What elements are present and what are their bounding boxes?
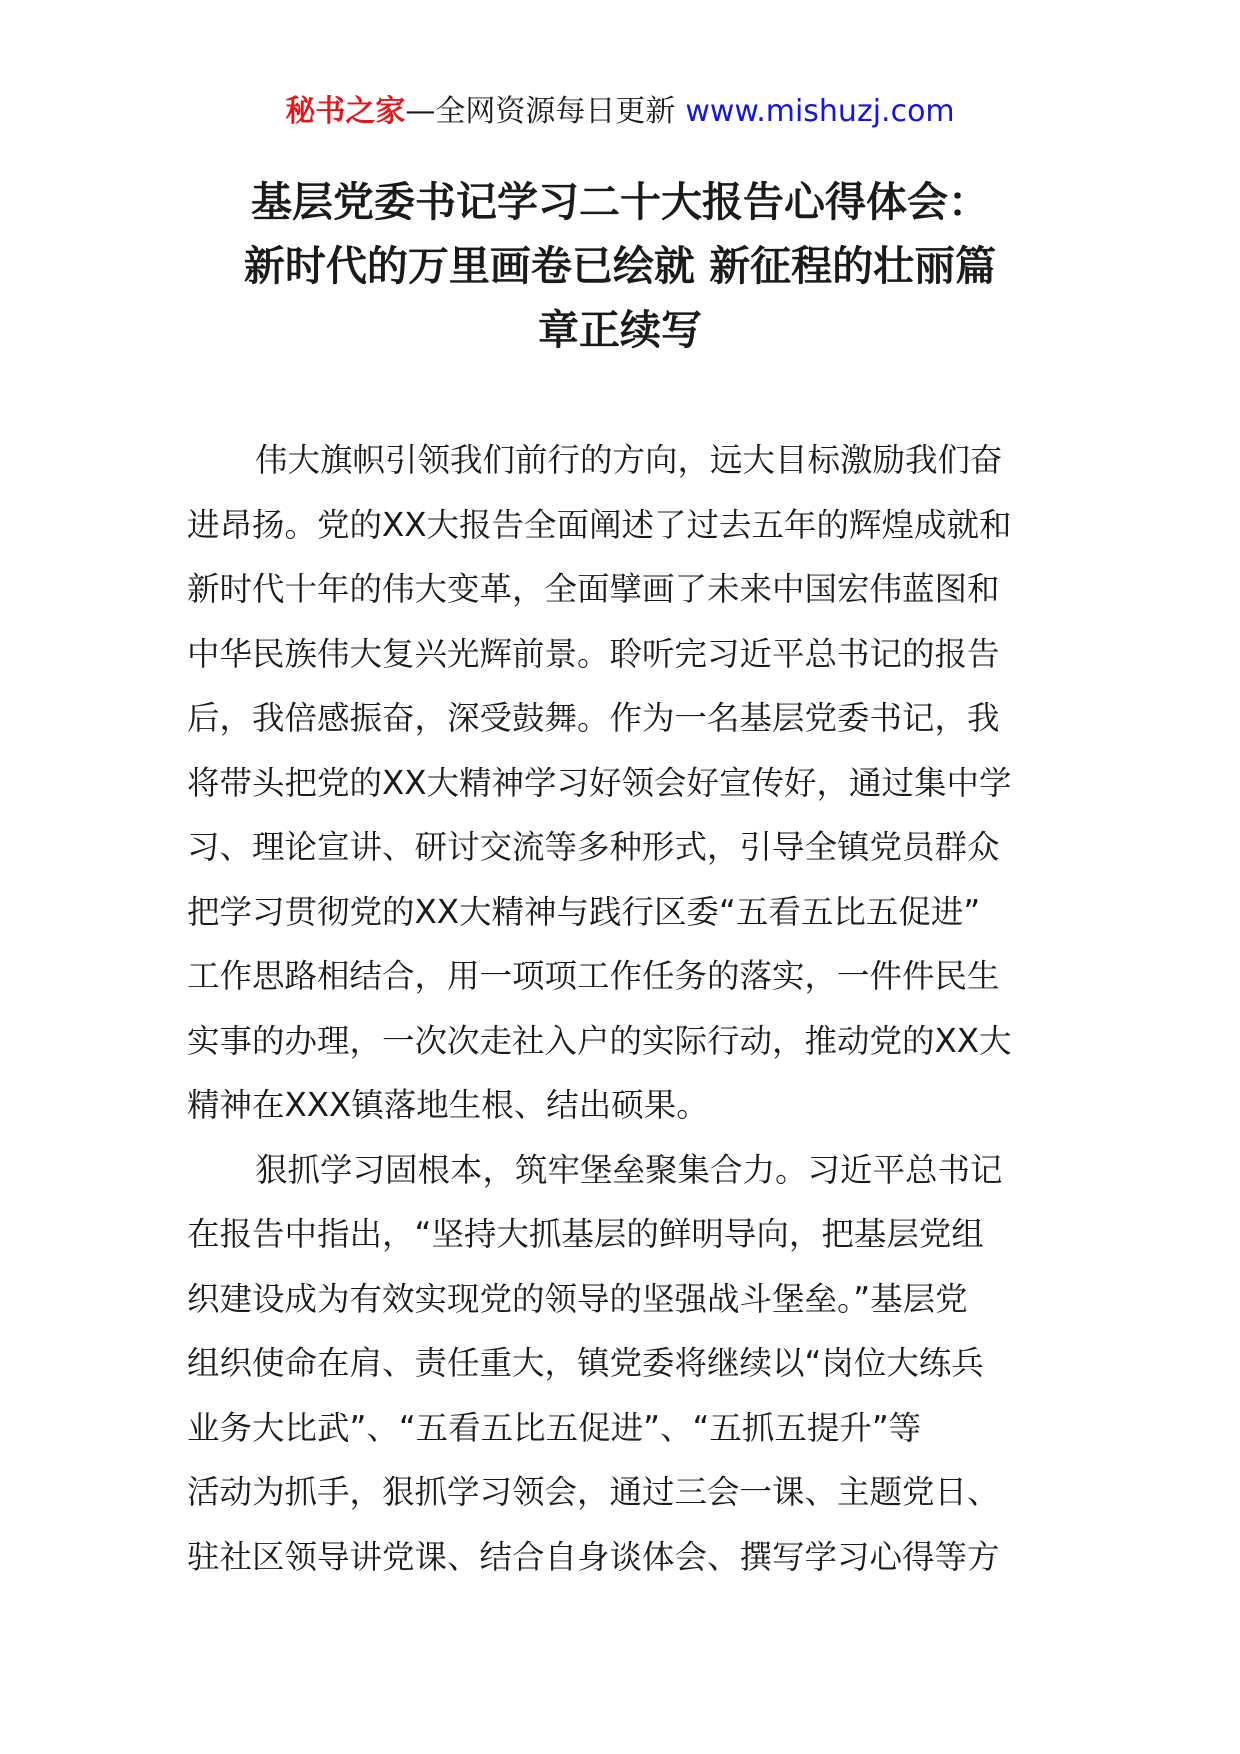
brand-name: 秘书之家 bbox=[285, 94, 406, 129]
paragraph-2 bbox=[187, 1138, 1057, 1590]
text-line: 后，我倍感振奋，深受鼓舞。作为一名基层党委书记，我 bbox=[187, 699, 1000, 737]
document-body bbox=[187, 428, 1057, 1589]
site-url-link[interactable]: www.mishuzj.com bbox=[685, 94, 955, 129]
paragraph-1 bbox=[187, 428, 1057, 1138]
document-title bbox=[160, 170, 1080, 362]
text-line: 织建设成为有效实现党的领导的坚强战斗堡垒。”基层党 bbox=[187, 1279, 968, 1318]
text-line: 在报告中指出，“坚持大抓基层的鲜明导向，把基层党组 bbox=[187, 1215, 984, 1253]
text-line: 狠抓学习固根本，筑牢堡垒聚集合力。习近平总书记 bbox=[255, 1150, 1003, 1189]
title-line: 章正续写 bbox=[538, 306, 702, 354]
title-line: 新时代的万里画卷已绘就 新征程的壮丽篇 bbox=[243, 242, 997, 290]
text-line: 新时代十年的伟大变革，全面擘画了未来中国宏伟蓝图和 bbox=[187, 570, 1000, 608]
header-tagline: —全网资源每日更新 bbox=[405, 94, 676, 129]
text-line: 习、理论宣讲、研讨交流等多种形式，引导全镇党员群众 bbox=[187, 828, 1000, 866]
site-header bbox=[0, 92, 1240, 132]
text-line: 中华民族伟大复兴光辉前景。聆听完习近平总书记的报告 bbox=[187, 634, 1000, 673]
text-line: 精神在XXX镇落地生根、结出硕果。 bbox=[187, 1086, 709, 1124]
text-line: 驻社区领导讲党课、结合自身谈体会、撰写学习心得等方 bbox=[187, 1537, 1000, 1576]
text-line: 活动为抓手，狠抓学习领会，通过三会一课、主题党日、 bbox=[187, 1473, 1000, 1511]
text-line: 实事的办理，一次次走社入户的实际行动，推动党的XX大 bbox=[187, 1021, 1012, 1060]
title-line: 基层党委书记学习二十大报告心得体会： bbox=[251, 178, 989, 226]
text-line: 将带头把党的XX大精神学习好领会好宣传好，通过集中学 bbox=[187, 763, 1012, 802]
text-line: 业务大比武”、“五看五比五促进”、“五抓五提升”等 bbox=[187, 1408, 922, 1447]
text-line: 工作思路相结合，用一项项工作任务的落实，一件件民生 bbox=[187, 957, 1000, 995]
text-line: 进昂扬。党的XX大报告全面阐述了过去五年的辉煌成就和 bbox=[187, 505, 1012, 544]
text-line: 组织使命在肩、责任重大，镇党委将继续以“岗位大练兵 bbox=[187, 1344, 984, 1382]
text-line: 把学习贯彻党的XX大精神与践行区委“五看五比五促进” bbox=[187, 892, 981, 931]
text-line: 伟大旗帜引领我们前行的方向，远大目标激励我们奋 bbox=[255, 441, 1003, 479]
